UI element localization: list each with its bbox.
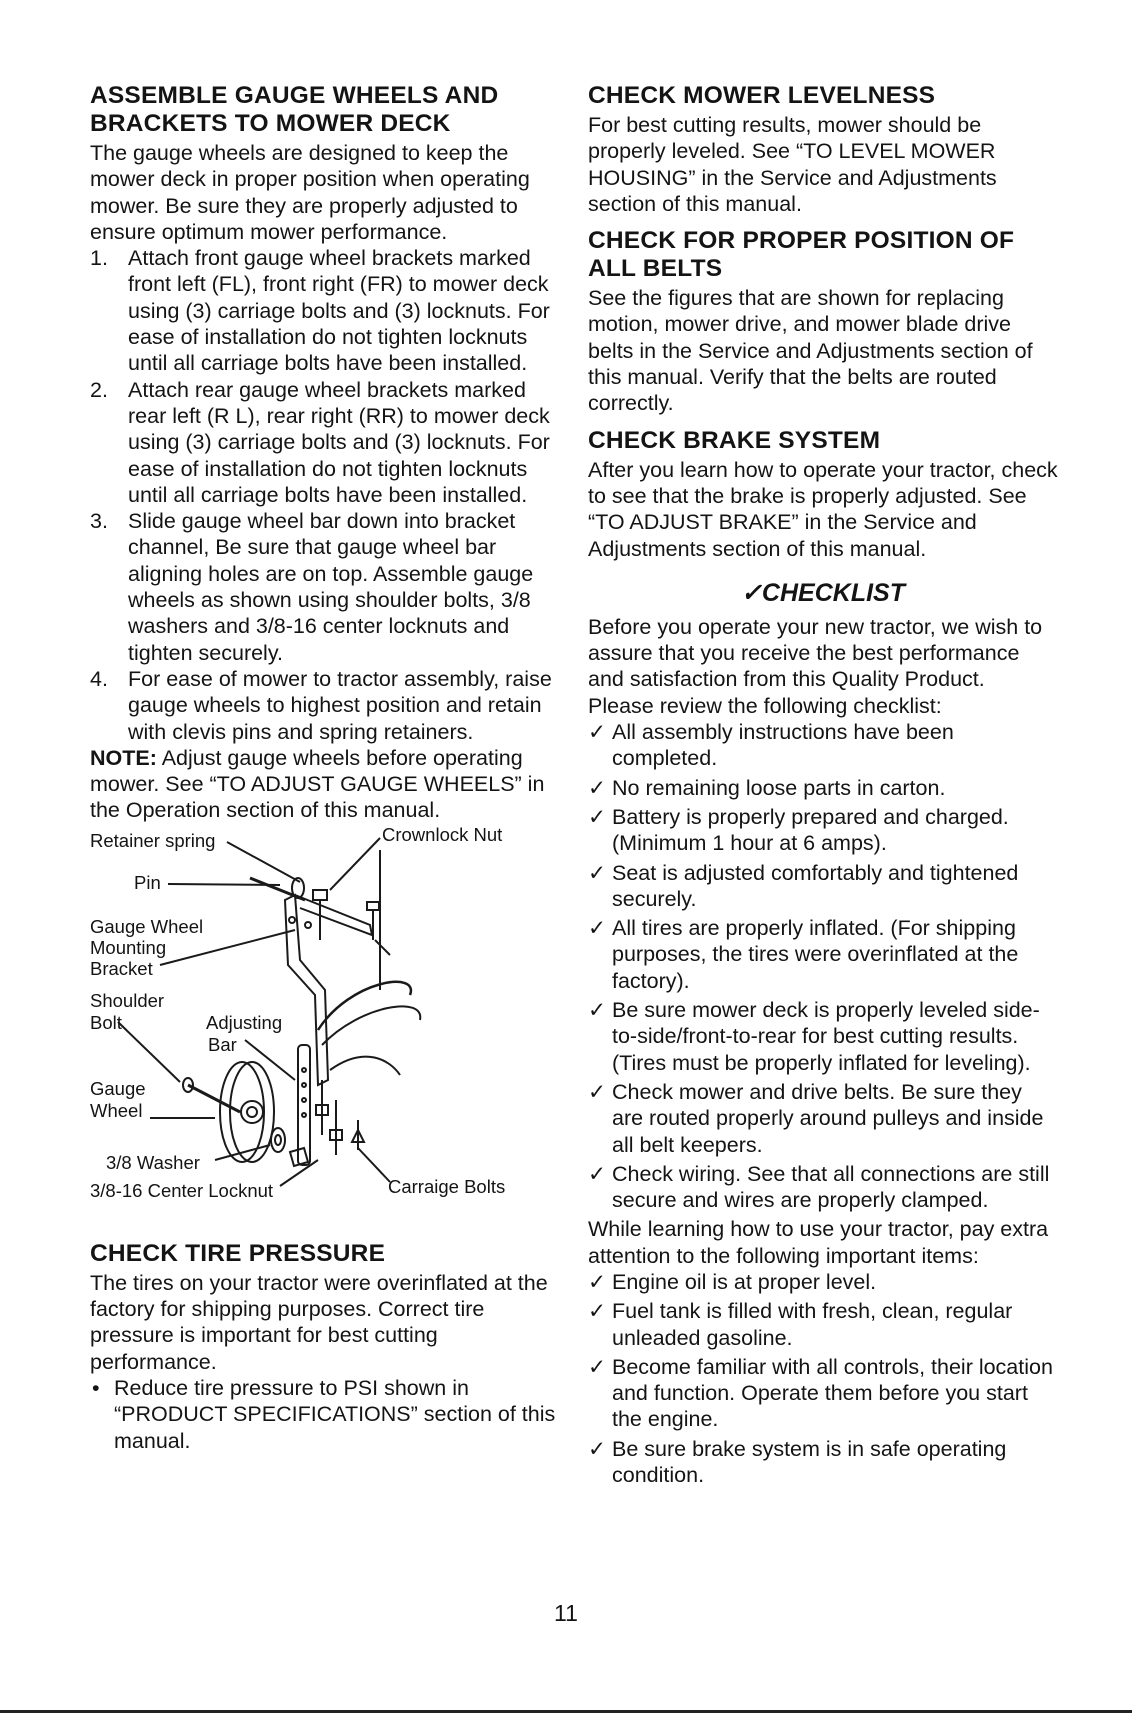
- left-column: [90, 82, 560, 1454]
- checklist-item-text: Be sure mower deck is properly leveled side-to-side/front-to-rear for best cutting results. (Tires must be properly inflated for leveling).: [612, 998, 1040, 1075]
- checklist-item: [588, 1269, 1058, 1295]
- checklist-item: [588, 1298, 1058, 1351]
- check-icon: ✓: [588, 1354, 607, 1379]
- checklist-item-text: Check mower and drive belts. Be sure they are routed properly around pulleys and inside all belt keepers.: [612, 1079, 1044, 1157]
- brake-text: After you learn how to operate your tractor, check to see that the brake is properly adjusted. See “TO ADJUST BRAKE” in the Service and Adjustments section of this manual.: [588, 457, 1058, 561]
- belts-heading: CHECK FOR PROPER POSITION OF ALL BELTS: [588, 227, 1015, 283]
- check-icon: ✓: [588, 916, 607, 941]
- step-text: Attach front gauge wheel brackets marked front left (FL), front right (FR) to mower deck using (3) carriage bolts and (3) locknuts. For ease of installation do not tighten locknuts until all carriage bolts have been installed.: [128, 246, 550, 376]
- checklist-item-text: No remaining loose parts in carton.: [612, 775, 946, 800]
- brake-heading: CHECK BRAKE SYSTEM: [588, 426, 881, 454]
- label-retainer-spring: Retainer spring: [90, 829, 216, 851]
- assemble-note: [90, 745, 560, 824]
- label-shoulder-bolt-line2: Bolt: [90, 1011, 122, 1033]
- tire-intro: The tires on your tractor were overinflated at the factory for shipping purposes. Correct tire pressure is important for best cutting performance.: [90, 1270, 548, 1374]
- label-adjusting-bar-line2: Bar: [208, 1033, 237, 1055]
- label-center-locknut: 3/8-16 Center Locknut: [90, 1179, 274, 1201]
- label-crownlock-nut: Crownlock Nut: [382, 823, 503, 845]
- bullet-icon: •: [92, 1375, 100, 1400]
- checklist-item-text: All tires are properly inflated. (For shipping purposes, the tires were overinflated at the factory).: [612, 916, 1019, 993]
- checklist-item: [588, 804, 1058, 857]
- checklist-item: [588, 1161, 1058, 1214]
- checklist-review: Please review the following checklist:: [588, 693, 942, 718]
- checklist-item: [588, 775, 1058, 801]
- step-item: [90, 377, 560, 508]
- check-icon: ✓: [588, 860, 607, 885]
- step-number: 2.: [90, 377, 108, 402]
- checklist-item: [588, 719, 1058, 772]
- bullet-text: Reduce tire pressure to PSI shown in “PRODUCT SPECIFICATIONS” section of this manual.: [114, 1375, 556, 1453]
- checklist-item: [588, 860, 1058, 913]
- label-washer: 3/8 Washer: [106, 1151, 200, 1173]
- label-gauge-wheel-line2: Wheel: [90, 1099, 143, 1121]
- check-icon: ✓: [588, 1269, 607, 1294]
- bottom-divider: [0, 1710, 1132, 1713]
- checklist-intro: Before you operate your new tractor, we wish to assure that you receive the best performance and satisfaction from this Quality Product.: [588, 614, 1043, 692]
- step-text: Attach rear gauge wheel brackets marked rear left (R L), rear right (RR) to mower deck using (3) carriage bolts and (3) locknuts. For ease of installation do not tighten locknuts until all carriage bolts have been installed.: [128, 377, 550, 507]
- checklist-learning: While learning how to use your tractor, pay extra attention to the following important items:: [588, 1217, 1049, 1268]
- checklist-items-important: [588, 1269, 1058, 1488]
- step-item: [90, 245, 560, 376]
- check-icon: ✓: [588, 804, 607, 829]
- assemble-intro: The gauge wheels are designed to keep the mower deck in proper position when operating mower. Be sure they are properly adjusted to ensure optimum mower performance.: [90, 141, 530, 244]
- step-number: 1.: [90, 246, 108, 271]
- page-number: 11: [554, 1600, 578, 1626]
- checklist-title: ✓CHECKLIST: [740, 578, 905, 607]
- checklist-item-text: Seat is adjusted comfortably and tightened securely.: [612, 860, 1019, 911]
- label-gauge-wheel-mounting-bracket-line3: Bracket: [90, 957, 153, 979]
- levelness-text: For best cutting results, mower should be properly leveled. See “TO LEVEL MOWER HOUSING” in the Service and Adjustments section of this manual.: [588, 113, 997, 216]
- checklist-item: [588, 1436, 1058, 1489]
- tire-heading: CHECK TIRE PRESSURE: [90, 1239, 386, 1267]
- label-gauge-wheel-line1: Gauge: [90, 1077, 146, 1099]
- right-column: [588, 82, 1058, 1491]
- check-icon: ✓: [588, 1161, 607, 1186]
- check-icon: ✓: [588, 775, 607, 800]
- label-shoulder-bolt-line1: Shoulder: [90, 989, 165, 1011]
- check-icon: ✓: [588, 1436, 607, 1461]
- step-number: 4.: [90, 666, 108, 691]
- checklist-item: [588, 997, 1058, 1076]
- label-adjusting-bar-line1: Adjusting: [206, 1011, 283, 1033]
- checklist-items: [588, 719, 1058, 1213]
- checklist-item-text: Engine oil is at proper level.: [612, 1269, 877, 1294]
- checklist-item: [588, 915, 1058, 994]
- checklist-item-text: Battery is properly prepared and charged. (Minimum 1 hour at 6 amps).: [612, 804, 1009, 856]
- label-pin: Pin: [134, 871, 161, 893]
- note-label: NOTE:: [90, 745, 157, 770]
- gauge-wheel-assembly-figure: [90, 823, 560, 1230]
- checklist-item: [588, 1354, 1058, 1433]
- checklist-item-text: Become familiar with all controls, their location and function. Operate them before you start the engine.: [612, 1354, 1053, 1432]
- tire-bullets: [90, 1375, 560, 1454]
- checklist-item-text: Be sure brake system is in safe operating condition.: [612, 1436, 1007, 1488]
- step-number: 3.: [90, 509, 108, 534]
- label-gauge-wheel-mounting-bracket-line1: Gauge Wheel: [90, 915, 204, 937]
- step-text: Slide gauge wheel bar down into bracket channel, Be sure that gauge wheel bar aligning holes are on top. Assemble gauge wheels as shown using shoulder bolts, 3/8 washers and 3/8-16 center locknuts and tighten securely.: [128, 509, 534, 665]
- check-icon: ✓: [588, 998, 607, 1023]
- check-icon: ✓: [588, 1079, 607, 1104]
- assemble-steps: [90, 245, 560, 745]
- checklist-item-text: Check wiring. See that all connections are still secure and wires are properly clamped.: [612, 1161, 1050, 1213]
- checklist-item-text: Fuel tank is filled with fresh, clean, regular unleaded gasoline.: [612, 1299, 1013, 1350]
- checklist-item-text: All assembly instructions have been completed.: [612, 720, 954, 771]
- check-icon: ✓: [588, 1299, 607, 1324]
- assemble-heading: ASSEMBLE GAUGE WHEELS AND BRACKETS TO MOWER DECK: [90, 82, 499, 137]
- step-item: [90, 666, 560, 745]
- step-text: For ease of mower to tractor assembly, raise gauge wheels to highest position and retain with clevis pins and spring retainers.: [128, 666, 552, 744]
- bullet-item: [90, 1375, 560, 1454]
- step-item: [90, 508, 560, 666]
- label-gauge-wheel-mounting-bracket-line2: Mounting: [90, 936, 167, 958]
- label-carriage-bolts: Carraige Bolts: [388, 1175, 506, 1197]
- check-icon: ✓: [588, 720, 607, 745]
- levelness-heading: CHECK MOWER LEVELNESS: [588, 82, 936, 109]
- note-text: Adjust gauge wheels before operating mower. See “TO ADJUST GAUGE WHEELS” in the Operation section of this manual.: [90, 745, 545, 823]
- checklist-item: [588, 1079, 1058, 1158]
- belts-text: See the figures that are shown for replacing motion, mower drive, and mower blade drive belts in the Service and Adjustments section of this manual. Verify that the belts are routed correctly.: [588, 286, 1033, 416]
